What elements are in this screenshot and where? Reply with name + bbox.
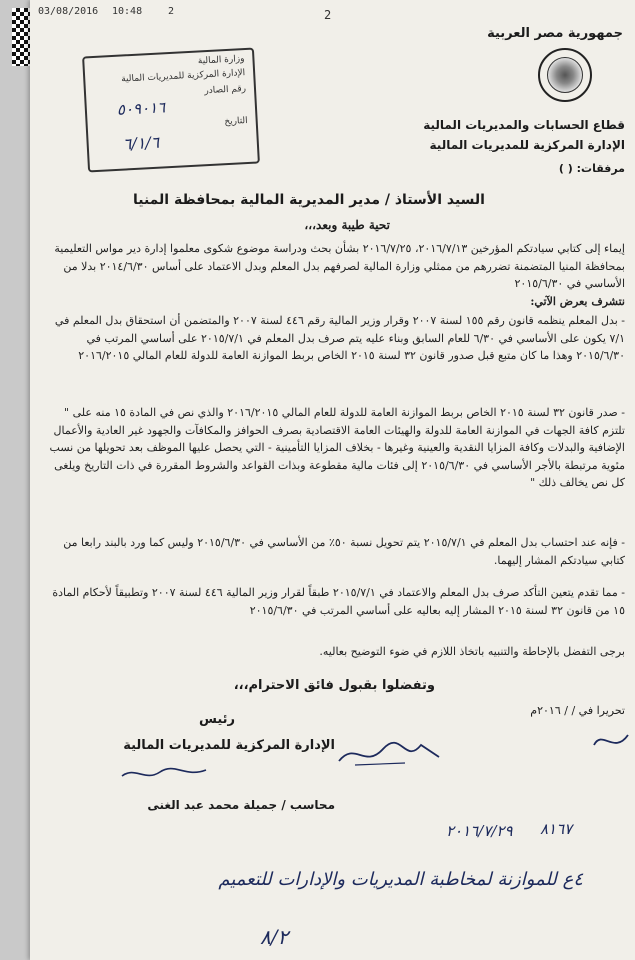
signature-department: الإدارة المركزية للمديريات المالية [123, 738, 335, 753]
signature-title: رئيس [198, 712, 235, 727]
stamp-handwritten-number: ٥٠٩٠١٦ [116, 98, 166, 119]
stamp-line: رقم الصادر [204, 84, 247, 97]
state-seal-icon [538, 48, 592, 102]
fax-time: 10:48 [112, 6, 143, 17]
sector-name: قطاع الحسابات والمديريات المالية [423, 118, 625, 132]
official-signature-icon [335, 735, 445, 779]
greeting: تحية طيبة وبعد،،، [304, 218, 390, 232]
date-label: تحريرا في / / ٢٠١٦م [530, 704, 625, 717]
handwritten-reference: ٨١٦٧ [540, 820, 573, 838]
document-page [30, 0, 635, 960]
fax-line-number: 2 [168, 6, 175, 17]
handwritten-bottom-number: ٨/٢ [260, 925, 289, 949]
closing-request: برجى التفضل بالإحاطة والتنبيه باتخاذ اللازم في ضوء التوضيح بعاليه. [319, 645, 625, 658]
department-name: الإدارة المركزية للمديريات المالية [429, 138, 625, 152]
stamp-line: التاريخ [224, 116, 248, 128]
stamp-line: الإدارة المركزية للمديريات المالية [120, 68, 246, 85]
paragraph-law-32: - صدر قانون ٣٢ لسنة ٢٠١٥ الخاص بربط الموازنة العامة للدولة للعام المالي ٢٠١٦/٢٠١٥ والذي نص في المادة ١٥ منه على " تلتزم كافة الجهات في الموازنة العامة للدولة والهيئات العامة الاقتصادية بصرف الحوافز والمكافآت والجهود غير العادية والأعمال الإضافية والبدلات وكافة المزايا النقدية والعينية وغيرها - بخلاف المزايا التأمينية - التي يحصل عليها الموظف بعد تحويلها من نسب مئوية مرتبطة بالأجر الأساسي في ٢٠١٥/٦/٣٠ إلى فئات مالية مقطوعة وبذات القواعد والشروط المقررة في ذات التاريخ ويلغى كل نص يخالف ذلك " [49, 406, 625, 489]
incoming-stamp [82, 48, 260, 173]
side-signature-icon [590, 725, 634, 763]
stamp-line: وزارة المالية [197, 54, 245, 67]
addressee: السيد الأستاذ / مدير المديرية المالية بمحافظة المنيا [132, 192, 485, 208]
attachments-label: مرفقات: ( ) [558, 162, 625, 175]
paragraph-conclusion: - مما تقدم يتعين التأكد صرف بدل المعلم والاعتماد في ٢٠١٥/٧/١ طبقاً لقرار وزير المالية ٤٤٦ لسنة ٢٠٠٧ وتطبيقاً لأحكام المادة ١٥ من قانون ٣٢ لسنة ٢٠١٥ المشار إليه بعاليه على أساسي المرتب في ٢٠١٥/٦/٣٠ [52, 586, 625, 617]
paragraph-calculation: - فإنه عند احتساب بدل المعلم في ٢٠١٥/٧/١ يتم تحويل نسبة ٥٠٪ من الأساسي في ٢٠١٥/٦/٣٠ وليس كما ورد بالبند رابعا من كتابي سيادتكم المشار إليهما. [63, 536, 625, 567]
accountant-name: محاسب / جميلة محمد عبد الغنى [147, 798, 335, 812]
stamp-handwritten-date: ٦/١/٦ [122, 132, 160, 154]
intro-paragraph: إيماء إلى كتابي سيادتكم المؤرخين ٢٠١٦/٧/١٣، ٢٠١٦/٧/٢٥ بشأن بحث ودراسة موضوع شكوى معلموا إدارة دير مواس التعليمية بمحافظة المنيا المتضمنة تضررهم من ممثلي وزارة المالية لصرفهم بدل المعلم وبدل الاعتماد على أساس ٢٠١٤/٦/٣٠ بدلا من الأساسي في ٢٠١٥/٦/٣٠ [54, 242, 625, 290]
handwritten-note: ٤ع للموازنة لمخاطبة المديريات والإدارات للتعميم [218, 869, 583, 890]
republic-title: جمهورية مصر العربية [487, 26, 623, 41]
handwritten-date: ٢٠١٦/٧/٢٩ [446, 822, 513, 840]
fax-page-number: 2 [324, 8, 332, 22]
fax-date: 03/08/2016 [38, 6, 99, 17]
honor-line: نتشرف بعرض الآتي: [530, 295, 625, 308]
signature-scribble-icon [120, 764, 210, 784]
handwritten-initials [120, 764, 210, 788]
paragraph-teacher-allowance-law: - بدل المعلم ينظمه قانون رقم ١٥٥ لسنة ٢٠٠٧ وقرار وزير المالية رقم ٤٤٦ لسنة ٢٠٠٧ والمتضمن أن استحقاق بدل المعلم في ٧/١ يكون على الأساسي في ٦/٣٠ للعام السابق وبناء عليه يتم صرف بدل المعلم في ٢٠١٥/٧/١ على أساسي المرتب في ٢٠١٥/٦/٣٠ وهذا ما كان متبع قبل صدور قانون ٣٢ لسنة ٢٠١٥ الخاص بربط الموازنة العامة للدولة للعام المالي ٢٠١٦/٢٠١٥ [54, 314, 625, 362]
closing-salutation: وتفضلوا بقبول فائق الاحترام،،، [233, 678, 435, 693]
